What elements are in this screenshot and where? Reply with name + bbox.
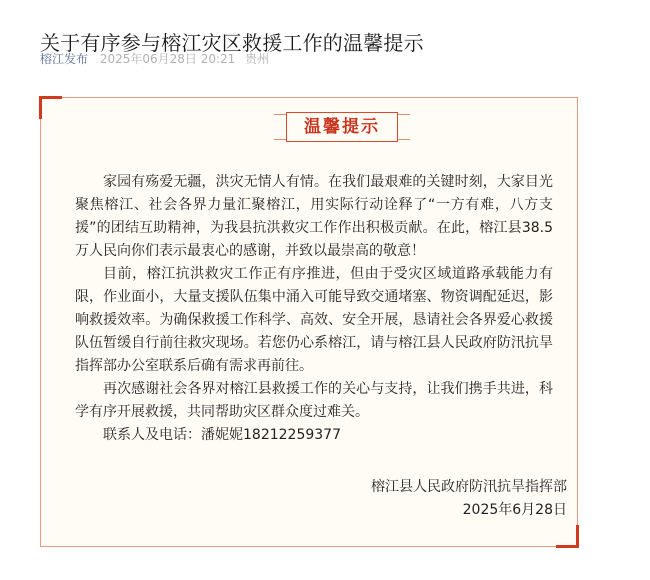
notice-heading-frame xyxy=(278,112,406,142)
source-account-link[interactable]: 榕江发布 xyxy=(40,52,89,66)
publish-location: 贵州 xyxy=(245,52,270,66)
paragraph-2: 目前，榕江抗洪救灾工作正有序推进，但由于受灾区域道路承载能力有限，作业面小，大量支援队伍集中涌入可能导致交通堵塞、物资调配延迟，影响救援效率。为确保救援工作科学、高效、安全开展，恳请社会各界爱心救援队伍暂缓自行前往救灾现场。若您仍心系榕江，请与榕江县人民政府防汛抗旱指挥部办公室联系后确有需求再前往。 xyxy=(75,266,553,374)
notice-heading: 温馨提示 xyxy=(286,112,398,142)
signature-date: 2025年6月28日 xyxy=(462,502,567,518)
paragraph-3: 再次感谢社会各界对榕江县救援工作的关心与支持，让我们携手共进，科学有序开展救援，共同帮助灾区群众度过难关。 xyxy=(75,381,553,420)
signature-org: 榕江县人民政府防汛抗旱指挥部 xyxy=(371,479,567,495)
notice-body xyxy=(75,171,553,447)
contact-line: 联系人及电话：潘妮妮18212259377 xyxy=(103,427,341,443)
notice-card xyxy=(40,97,578,547)
article-title: 关于有序参与榕江灾区救援工作的温馨提示 xyxy=(40,31,424,56)
paragraph-1: 家园有殇爱无疆，洪灾无情人有情。在我们最艰难的关键时刻，大家目光聚焦榕江、社会各界力量汇聚榕江，用实际行动诠释了“一方有难，八方支援”的团结互助精神，为我县抗洪救灾工作作出积极贡献。在此，榕江县38.5万人民向你们表示最衷心的感谢，并致以最崇高的敬意！ xyxy=(75,174,553,259)
publish-datetime: 2025年06月28日 20:21 xyxy=(99,52,236,66)
signature-block xyxy=(371,476,567,522)
article-meta xyxy=(40,50,269,67)
